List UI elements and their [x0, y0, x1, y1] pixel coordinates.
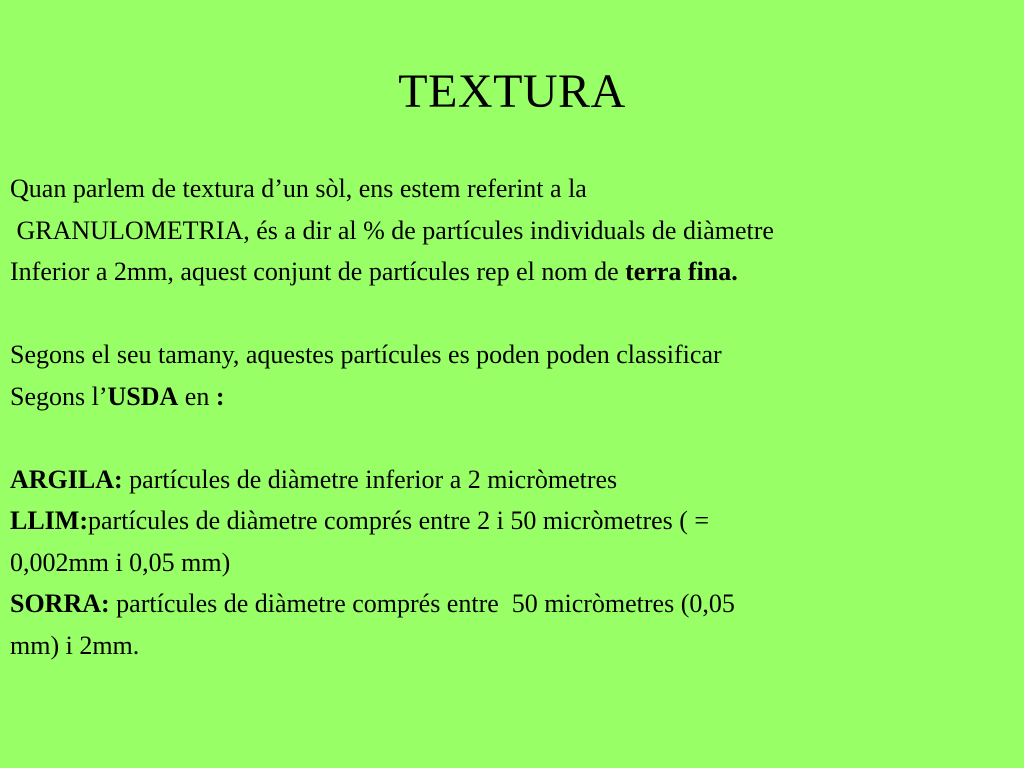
llim-line — [10, 500, 1020, 542]
argila-text: partícules de diàmetre inferior a 2 micròmetres — [122, 464, 618, 494]
argila-line — [10, 459, 1020, 501]
sorra-label: SORRA: — [10, 589, 110, 618]
classification-line-2-mid: en — [178, 381, 216, 411]
slide-body — [10, 168, 1020, 666]
llim-text: partícules de diàmetre comprés entre 2 i 50 micròmetres ( = — [88, 506, 710, 535]
intro-line-3 — [10, 251, 1020, 293]
terra-fina-term: terra fina. — [625, 257, 738, 286]
intro-line-1: Quan parlem de textura d’un sòl, ens estem referint a la — [10, 174, 587, 203]
classification-colon: : — [215, 381, 225, 411]
classification-line-2 — [10, 376, 1020, 418]
usda-term: USDA — [107, 381, 179, 411]
spacer — [10, 293, 1020, 335]
llim-line-2: 0,002mm i 0,05 mm) — [10, 547, 231, 577]
intro-line-2: GRANULOMETRIA, és a dir al % de partícules individuals de diàmetre — [10, 215, 774, 245]
intro-line-3-text: Inferior a 2mm, aquest conjunt de partícules rep el nom de — [10, 257, 626, 286]
llim-label: LLIM: — [10, 506, 88, 535]
sorra-text: partícules de diàmetre comprés entre 50 micròmetres (0,05 — [109, 589, 735, 618]
sorra-line-2: mm) i 2mm. — [10, 630, 140, 660]
argila-label: ARGILA: — [10, 464, 123, 494]
slide-title: TEXTURA — [398, 65, 626, 118]
classification-line-2-text: Segons l’ — [10, 381, 108, 411]
classification-line-1: Segons el seu tamany, aquestes partícules es poden poden classificar — [10, 340, 722, 369]
spacer — [10, 417, 1020, 459]
sorra-line — [10, 583, 1020, 625]
